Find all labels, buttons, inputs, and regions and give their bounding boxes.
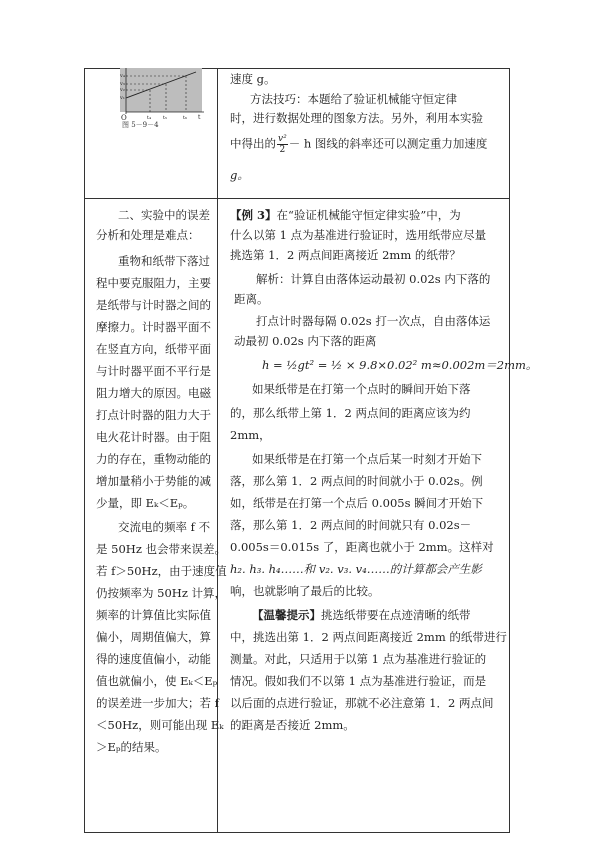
fraction-denominator: 2 — [279, 145, 286, 155]
left-column-line-12: 力的存在，重物动能的 — [96, 452, 211, 466]
top-right-line-1: 速度 g。 — [230, 72, 276, 86]
left-column-line-14: 少量，即 Eₖ＜Eₚ。 — [96, 496, 195, 510]
fraction-numerator: v² — [278, 134, 287, 144]
figure-y-tick-2: v₃ — [120, 81, 125, 87]
figure-y-tick-3: v₂ — [120, 87, 125, 93]
top-right-line-3: 时，进行数据处理的图象方法。另外，利用本实验 — [230, 111, 483, 125]
figure-x-axis-label: t — [198, 114, 201, 121]
left-column-line-2: 分析和处理是难点： — [96, 228, 200, 242]
example-3-line-2: 什么以第 1 点为基准进行验证时，选用纸带应尽量 — [230, 228, 487, 242]
distance-formula: h = ½gt² = ½ × 9.8×0.02² m≈0.002m＝2mm。 — [262, 358, 538, 372]
paragraph-line-7: 落，那么第 1．2 两点间的时间就只有 0.02s－ — [230, 518, 472, 532]
left-column-line-8: 与计时器平面不平行是 — [96, 364, 211, 378]
example-3-text-1: 在“验证机械能守恒定律实验”中，为 — [276, 208, 461, 222]
top-right-line-4a: 中得出的 — [230, 136, 276, 151]
velocity-time-figure — [110, 68, 206, 126]
tip-line-4: 情况。假如我们不以第 1 点为基准进行验证，而是 — [230, 674, 487, 688]
paragraph-line-2: 的，那么纸带上第 1．2 两点间的距离应该为约 — [230, 406, 471, 420]
paragraph-line-8: 0.005s＝0.015s 了，距离也就小于 2mm。这样对 — [230, 540, 494, 554]
tip-line-1 — [252, 606, 471, 625]
top-right-line-4b: － h 图线的斜率还可以测定重力加速度 — [288, 136, 488, 151]
left-column-line-3: 重物和纸带下落过 — [118, 254, 210, 268]
paragraph-line-1: 如果纸带是在打第一个点时的瞬间开始下落 — [252, 382, 471, 396]
left-column-line-17: 若 f＞50Hz，由于速度值 — [96, 564, 227, 578]
top-right-line-4 — [230, 134, 487, 155]
left-column-line-18: 仍按频率为 50Hz 计算， — [96, 586, 227, 600]
left-column-line-25: ＞Eₚ的结果。 — [96, 740, 167, 754]
analysis-line-1: 解析：计算自由落体运动最初 0.02s 内下落的 — [256, 272, 491, 286]
tip-text-1: 挑选纸带要在点迹清晰的纸带 — [321, 608, 471, 622]
example-3-line-3: 挑选第 1．2 两点间距离接近 2mm 的纸带？ — [230, 248, 461, 262]
left-column-line-5: 是纸带与计时器之间的 — [96, 298, 211, 312]
top-right-line-5: g。 — [230, 168, 249, 182]
example-3-line-1 — [230, 206, 461, 225]
left-column-line-20: 偏小，周期值偏大，算 — [96, 630, 211, 644]
tip-line-5: 以后面的点进行验证，那就不必注意第 1．2 两点间 — [230, 696, 494, 710]
left-column-line-21: 得的速度值偏小，动能 — [96, 652, 211, 666]
figure-caption: 图 5－9－4 — [122, 121, 159, 129]
paragraph-line-10: 响，也就影响了最后的比较。 — [230, 584, 380, 598]
figure-x-tick-3: t₆ — [183, 115, 188, 121]
tip-line-6: 的距离是否接近 2mm。 — [230, 718, 355, 732]
left-column-line-1: 二、实验中的误差 — [118, 208, 210, 222]
left-column-line-16: 是 50Hz 也会带来误差。 — [96, 542, 227, 556]
left-column-line-6: 摩擦力。计时器平面不 — [96, 320, 211, 334]
analysis-line-4: 动最初 0.02s 内下落的距离 — [234, 334, 377, 348]
figure-x-tick-2: t₅ — [163, 115, 168, 121]
paragraph-line-5: 落，那么第 1．2 两点间的时间就小于 0.02s。例 — [230, 474, 483, 488]
left-column-line-10: 打点计时器的阻力大于 — [96, 408, 211, 422]
figure-x-tick-1: t₄ — [147, 115, 152, 121]
left-column-line-9: 阻力增大的原因。电磁 — [96, 386, 211, 400]
left-column-line-11: 电火花计时器。由于阻 — [96, 430, 211, 444]
figure-origin: O — [121, 114, 127, 122]
paragraph-line-6: 如，纸带是在打第一个点后 0.005s 瞬间才开始下 — [230, 496, 484, 510]
left-column-line-23: 的误差进一步加大；若 f — [96, 696, 219, 710]
tip-line-2: 中，挑选出第 1．2 两点间距离接近 2mm 的纸带进行 — [230, 630, 507, 644]
v2-over-2-fraction — [277, 134, 288, 155]
left-column-line-19: 频率的计算值比实际值 — [96, 608, 211, 622]
figure-y-tick-4: v₁ — [120, 95, 125, 101]
example-3-tag: 【例 3】 — [230, 208, 277, 222]
left-column-line-24: ＜50Hz，则可能出现 Eₖ — [96, 718, 224, 732]
figure-y-tick-1: v₄ — [120, 73, 125, 79]
tip-line-3: 测量。对此，只适用于以第 1 点为基准进行验证的 — [230, 652, 487, 666]
row-divider — [84, 198, 510, 199]
analysis-line-2: 距离。 — [234, 292, 269, 306]
left-column-line-7: 在竖直方向，纸带平面 — [96, 342, 211, 356]
tip-tag: 【温馨提示】 — [252, 608, 321, 622]
paragraph-line-3: 2mm， — [230, 428, 271, 442]
left-column-line-22: 值也就偏小，使 Eₖ＜Eₚ — [96, 674, 218, 688]
left-column-line-15: 交流电的频率 f 不 — [118, 520, 211, 534]
analysis-line-3: 打点计时器每隔 0.02s 打一次点，自由落体运 — [256, 314, 491, 328]
paragraph-line-4: 如果纸带是在打第一个点后某一时刻才开始下 — [252, 452, 482, 466]
left-column-line-4: 程中要克服阻力，主要 — [96, 276, 211, 290]
paragraph-line-9: h₂. h₃. h₄……和 v₂. v₃. v₄……的计算都会产生影 — [230, 562, 482, 576]
top-right-line-2: 方法技巧：本题给了验证机械能守恒定律 — [250, 92, 457, 106]
left-column-line-13: 增加量稍小于势能的减 — [96, 474, 211, 488]
